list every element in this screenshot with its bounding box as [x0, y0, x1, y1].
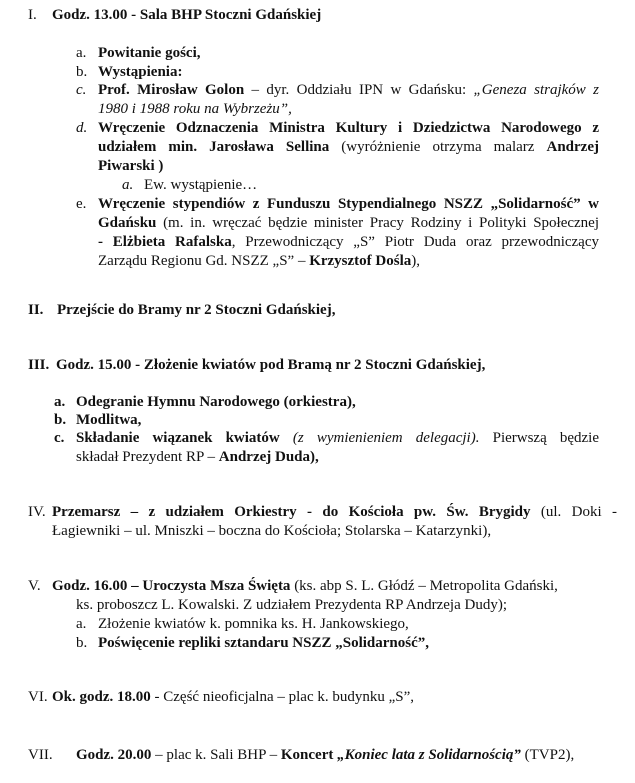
- item-marker: c.: [76, 82, 87, 98]
- item-text: Wręczenie stypendiów z Funduszu Stypendialnego NSZZ „Solidarność” w Gdańsku (m. in. wręczać będzie minister Pracy Rodziny i Polityki Społecznej - Elżbieta Rafalska, Przewodniczący „S” Piotr Duda oraz przewodniczący Zarządu Regionu Gd. NSZZ „S” – Krzysztof Dośla),: [98, 196, 599, 269]
- section-number: VI.: [28, 689, 48, 705]
- section-number: V.: [28, 578, 41, 594]
- item-marker: d.: [76, 120, 88, 136]
- item-text: Powitanie gości,: [98, 45, 201, 61]
- section-header: Godz. 20.00 – plac k. Sali BHP – Koncert „Koniec lata z Solidarnością” (TVP2),: [76, 747, 575, 763]
- item-text: Poświęcenie repliki sztandaru NSZZ „Solidarność”,: [98, 635, 429, 651]
- item-text: Wręczenie Odznaczenia Ministra Kultury i Dziedzictwa Narodowego z udziałem min. Jarosława Sellina (wyróżnienie otrzyma malarz Andrzej Piwarski ): [98, 120, 599, 174]
- item-marker: e.: [76, 196, 87, 212]
- item-text: Ew. wystąpienie…: [144, 177, 258, 193]
- item-marker: b.: [76, 64, 88, 80]
- section-header: Przemarsz – z udziałem Orkiestry - do Kościoła pw. Św. Brygidy (ul. Doki - Łagiewniki – ul. Mniszki – boczna do Kościoła; Stolarska – Katarzynki),: [52, 504, 617, 539]
- item-marker: a.: [76, 616, 87, 632]
- section-header: Przejście do Bramy nr 2 Stoczni Gdańskiej,: [57, 302, 336, 318]
- item-marker: a.: [122, 177, 134, 193]
- item-text: Odegranie Hymnu Narodowego (orkiestra),: [76, 394, 356, 410]
- item-marker: b.: [76, 635, 88, 651]
- section-number: VII.: [28, 747, 53, 763]
- item-marker: a.: [54, 394, 66, 410]
- section-header: Godz. 15.00 - Złożenie kwiatów pod Bramą nr 2 Stoczni Gdańskiej,: [56, 357, 486, 373]
- section-header: Godz. 16.00 – Uroczysta Msza Święta (ks. abp S. L. Głódź – Metropolita Gdański, ks. proboszcz L. Kowalski. Z udziałem Prezydenta RP Andrzeja Dudy);: [52, 578, 558, 613]
- item-text: Modlitwa,: [76, 412, 142, 428]
- section-header: Godz. 13.00 - Sala BHP Stoczni Gdańskiej: [52, 7, 322, 23]
- item-text: Składanie wiązanek kwiatów (z wymienieniem delegacji). Pierwszą będzie składał Prezydent RP – Andrzej Duda),: [76, 430, 600, 465]
- item-text: Złożenie kwiatów k. pomnika ks. H. Jankowskiego,: [98, 616, 409, 632]
- item-text: Wystąpienia:: [98, 64, 183, 80]
- section-number: IV.: [28, 504, 46, 520]
- item-text: Prof. Mirosław Golon – dyr. Oddziału IPN w Gdańsku: „Geneza strajków z 1980 i 1988 roku na Wybrzeżu”,: [98, 82, 599, 117]
- item-marker: c.: [54, 430, 65, 446]
- section-number: II.: [28, 302, 44, 318]
- item-marker: b.: [54, 412, 67, 428]
- section-header: Ok. godz. 18.00 - Część nieoficjalna – plac k. budynku „S”,: [52, 689, 415, 705]
- section-number: I.: [28, 7, 37, 23]
- section-number: III.: [28, 357, 50, 373]
- item-marker: a.: [76, 45, 87, 61]
